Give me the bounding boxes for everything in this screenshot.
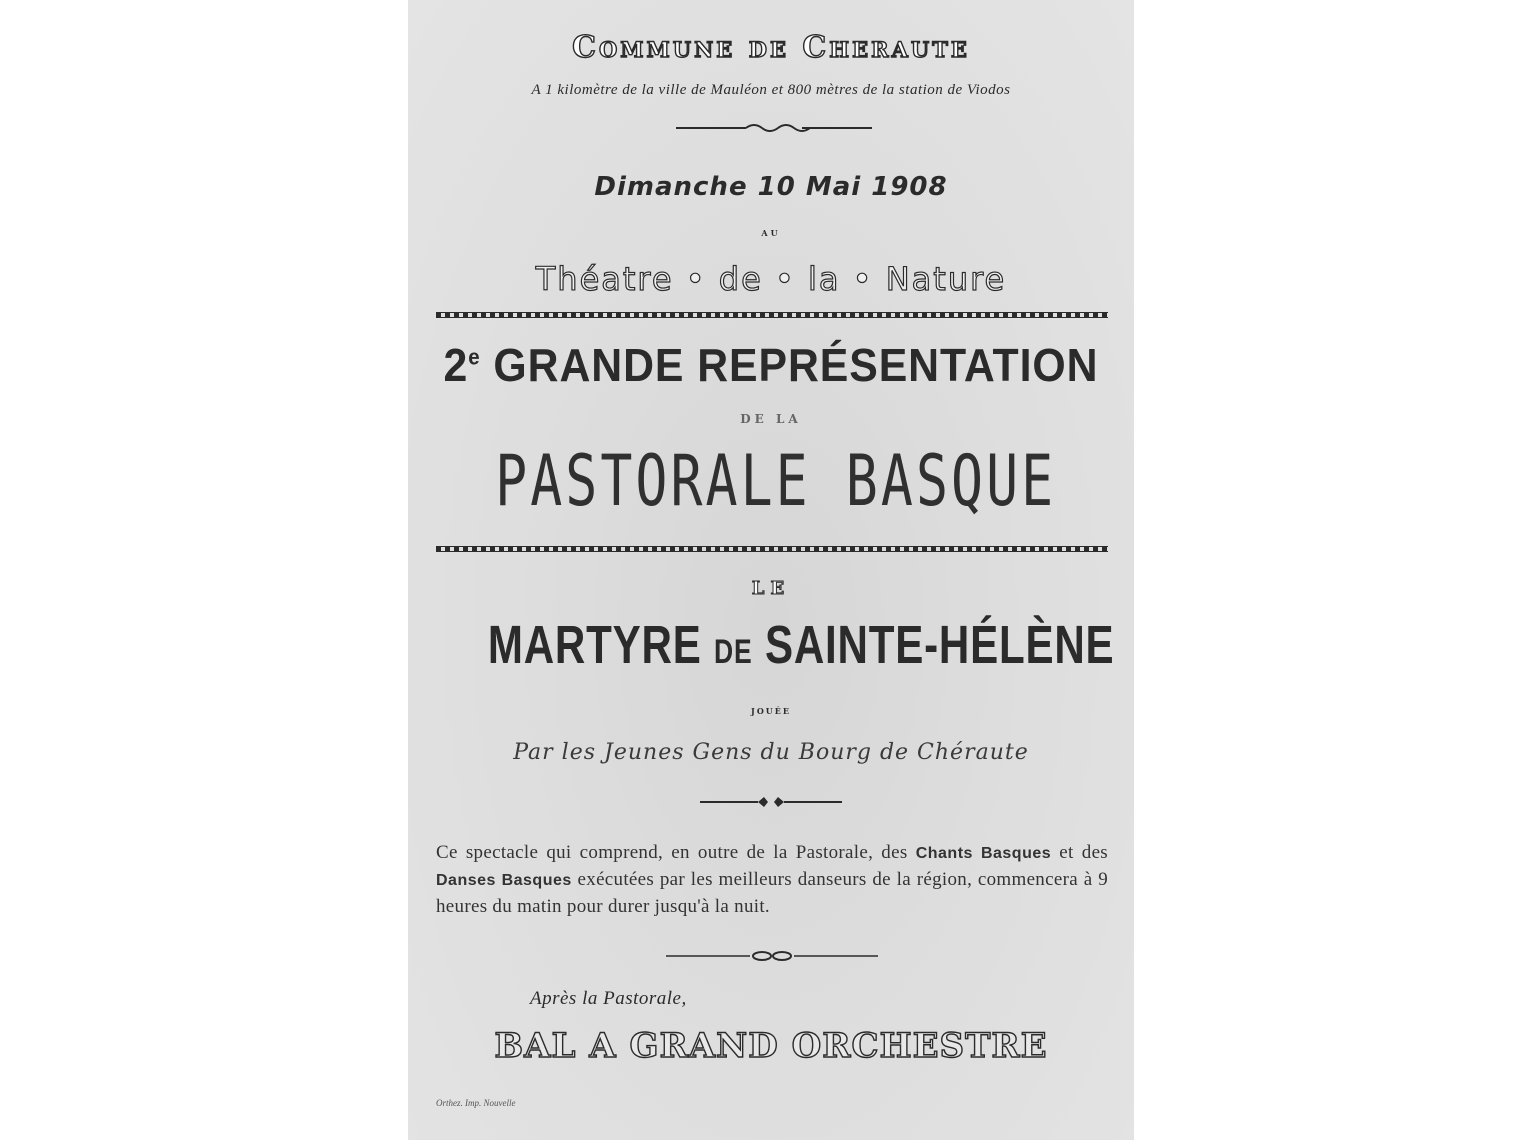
event-date: Dimanche 10 Mai 1908 xyxy=(594,172,948,202)
dotted-rule-bottom xyxy=(436,546,1108,552)
apres-pastorale: Après la Pastorale, xyxy=(530,988,687,1009)
play-title-part1: MARTYRE xyxy=(487,615,715,675)
poster xyxy=(408,0,1134,1140)
paragraph-part3: exécutées par les meilleurs danseurs de la région, commencera à 9 heures du matin pour durer jusqu'à la nuit. xyxy=(436,869,1108,917)
representation-number: 2 xyxy=(443,339,469,391)
location-line: A 1 kilomètre de la ville de Mauléon et 800 mètres de la station de Viodos xyxy=(531,82,1011,98)
theatre-title: Théatre • de • la • Nature xyxy=(535,260,1007,298)
pastorale-title: PASTORALE BASQUE xyxy=(495,440,1057,522)
de-la-label: DE LA xyxy=(740,412,802,426)
representation-text: GRANDE REPRÉSENTATION xyxy=(480,339,1099,391)
ornament-divider-middle xyxy=(700,796,842,808)
representation-heading xyxy=(433,338,1108,392)
play-title-de: DE xyxy=(714,633,753,671)
paragraph-part2: et des xyxy=(1051,842,1108,863)
chants-basques: Chants Basques xyxy=(915,845,1052,862)
performers-line: Par les Jeunes Gens du Bourg de Chéraute xyxy=(513,740,1029,765)
le-label: LE xyxy=(751,578,791,599)
play-title-part2: SAINTE-HÉLÈNE xyxy=(752,615,1115,675)
ornament-divider-top xyxy=(676,122,872,134)
paragraph-part1: Ce spectacle qui comprend, en outre de la Pastorale, des xyxy=(436,842,916,863)
danses-basques: Danses Basques xyxy=(436,872,572,889)
printer-credit: Orthez. Imp. Nouvelle xyxy=(436,1098,516,1108)
ornament-divider-bottom xyxy=(666,950,878,962)
au-label: au xyxy=(761,226,781,239)
description-paragraph xyxy=(436,840,1108,920)
commune-title: Commune de Cheraute xyxy=(572,30,970,65)
jouee-label: jouée xyxy=(751,704,791,717)
bal-heading: BAL A GRAND ORCHESTRE xyxy=(494,1026,1048,1066)
representation-superscript: e xyxy=(468,344,481,370)
play-title xyxy=(487,614,1115,676)
dotted-rule-top xyxy=(436,312,1108,318)
